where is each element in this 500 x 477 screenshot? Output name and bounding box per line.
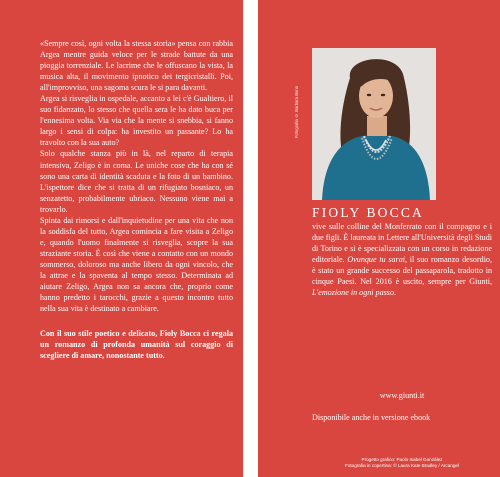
bio-text-end: . — [394, 288, 397, 298]
design-credits — [312, 457, 492, 469]
bio-text-mid: , il suo romanzo desordio, è stato un grande successo del passaparola, tradotto in cinque Paesi. Nel 2016 è uscito, sempre per Giunti, — [312, 255, 493, 287]
author-bio — [312, 221, 492, 298]
synopsis-paragraph-1: «Sempre così, ogni volta la stessa storia» pensa con rabbia Argea mentre guida veloce per le strade battute da una pioggia torrenziale. Le lacrime che le offuscano la vista, la musica alta, il movimento ipnotico dei tergicristalli. Poi, all'improvviso, una sagoma scura le si para davanti. — [40, 39, 233, 93]
photo-credit: Fotografia © Barbara Bono — [294, 85, 299, 138]
publisher-website: www.giunti.it — [379, 391, 425, 400]
ebook-availability: Disponibile anche in versione ebook — [312, 413, 431, 422]
author-portrait-illustration — [312, 48, 436, 200]
bio-text-start: vive sulle colline del Monferrato con il compagno e i due figli. È laureata in Lettere all'Università degli Studi di Torino e si è specializzata con un corso in redazione editoriale. — [312, 222, 492, 265]
page-gutter — [243, 0, 258, 477]
credit-design: Progetto grafico: Paolo Isabel González — [361, 457, 443, 462]
bio-book-title-1: Ovunque tu sarai — [347, 255, 406, 265]
bio-book-title-2: L'emozione in ogni passo — [312, 288, 394, 298]
right-flap — [258, 0, 500, 477]
closing-statement: Con il suo stile poetico e delicato, Fioly Bocca ci regala un romanzo di profonda umanità sul coraggio di scegliere di amare, nonostante tutto. — [40, 329, 233, 361]
author-photo — [312, 48, 436, 200]
synopsis — [40, 38, 233, 314]
credit-cover: Fotografia in copertina: © Laura Kate Bradley / Arcangel — [345, 463, 459, 469]
left-flap — [0, 0, 243, 477]
author-name: FIOLY BOCCA — [312, 205, 424, 220]
synopsis-paragraph-3: Solo qualche stanza più in là, nel reparto di terapia intensiva, Zeligo è in coma. Le uniche cose che ha con sé sono una carta di identità scaduta e la foto di un bambino. L'ispettore dice che si tratta di un rifugiato bosniaco, un senzatetto, probabilmente ubriaco. Nessuno viene mai a trovarlo. — [40, 149, 233, 214]
synopsis-paragraph-4: Spinta dai rimorsi e dall'inquietudine per una vita che non la soddisfa del tutto, Argea comincia a fare visita a Zeligo e, quando l'uomo finalmente si risveglia, scopre la sua straziante storia. È così che viene a contatto con un mondo sommerso, doloroso ma anche libero da ogni vincolo, che la attrae e la spaventa al tempo stesso. Determinata ad aiutare Zeligo, Argea non sa ancora che, proprio come hanno predetto i tarocchi, grazie a questo incontro tutto nella sua vita è destinato a cambiare. — [40, 215, 233, 314]
synopsis-paragraph-2: Argea si risveglia in ospedale, accanto a lei c'è Gualtiero, il suo fidanzato, lo stesso che quella sera le ha dato buca per l'ennesima volta. Via via che la mente si snebbia, si fanno largo i sensi di colpa: ha investito un passante? Lo ha travolto con la sua auto? — [40, 94, 233, 148]
